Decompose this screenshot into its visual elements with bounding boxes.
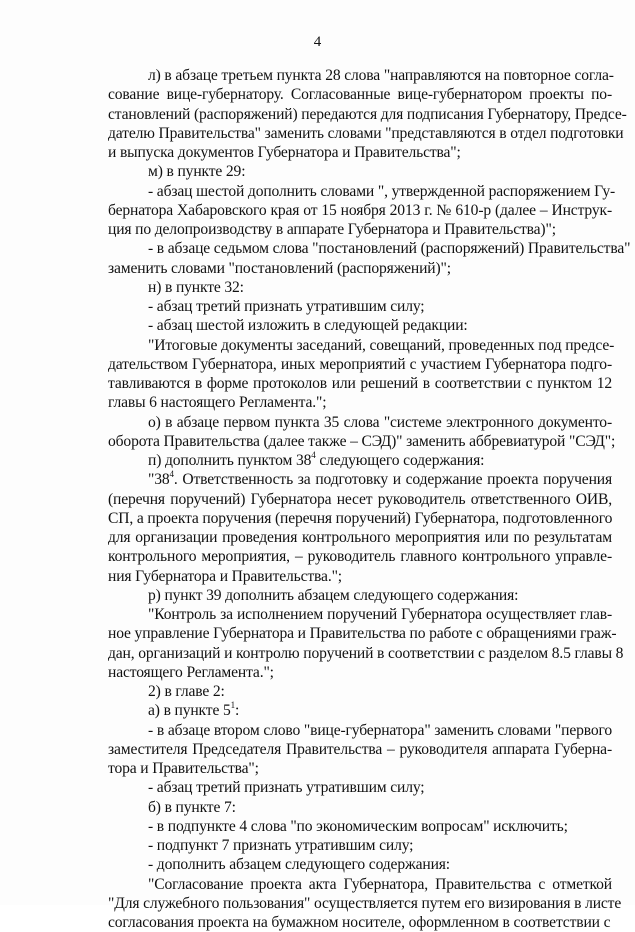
text-line: ния Губернатора и Правительства."; (108, 567, 612, 586)
text-line: - абзац третий признать утратившим силу; (108, 778, 612, 797)
superscript: 4 (170, 469, 174, 479)
text-line: дателю Правительства" заменить словами "представляются в отдел подготовки (108, 124, 612, 143)
text-line: контрольного мероприятия, – руководитель главного контрольного управле- (108, 547, 612, 566)
paragraph (108, 605, 612, 682)
text-line: дан, организаций и контролю поручений в соответствии с разделом 8.5 главы 8 (108, 644, 612, 663)
text-line: "$38^4$. Ответственность за подготовку и содержание проекта поручения (108, 470, 612, 489)
text-line: о) в абзаце первом пункта 35 слова "системе электронного документо- (108, 413, 612, 432)
text-line: сование вице-губернатору. Согласованные вице-губернатором проекты по- (108, 85, 612, 104)
paragraph (108, 855, 612, 874)
paragraph (108, 162, 612, 181)
paragraph (108, 682, 612, 701)
text-line: для организации проведения контрольного мероприятия или по результатам (108, 528, 612, 547)
text-line: - в абзаце седьмом слова "постановлений (распоряжений) Правительства" (108, 239, 612, 258)
paragraph (108, 701, 612, 720)
paragraph (108, 721, 612, 779)
text-line: "Согласование проекта акта Губернатора, Правительства с отметкой (108, 875, 612, 894)
text-line: СП, а проекта поручения (перечня поручений) Губернатора, подготовленного (108, 509, 612, 528)
paragraph (108, 586, 612, 605)
text-line: оборота Правительства (далее также – СЭД)" заменить аббревиатурой "СЭД"; (108, 432, 612, 451)
paragraph (108, 278, 612, 297)
page-number: 4 (0, 34, 635, 51)
paragraph (108, 239, 612, 278)
text-line: тавливаются в форме протоколов или решений в соответствии с пунктом 12 (108, 374, 612, 393)
text-line: р) пункт 39 дополнить абзацем следующего содержания: (108, 586, 612, 605)
paragraph (108, 336, 612, 413)
paragraph (108, 836, 612, 855)
paragraph (108, 798, 612, 817)
text-line: (перечня поручений) Губернатора несет руководитель ответственного ОИВ, (108, 490, 612, 509)
paragraph (108, 875, 612, 932)
text-line: - в подпункте 4 слова "по экономическим вопросам" исключить; (108, 817, 612, 836)
text-line: заменить словами "постановлений (распоряжений)"; (108, 259, 612, 278)
text-line: бернатора Хабаровского края от 15 ноября 2013 г. № 610-р (далее – Инструк- (108, 201, 612, 220)
text-line: и выпуска документов Губернатора и Правительства"; (108, 143, 612, 162)
text-line: становлений (распоряжений) передаются для подписания Губернатору, Предсе- (108, 105, 612, 124)
text-line: "Итоговые документы заседаний, совещаний, проведенных под предсе- (108, 336, 612, 355)
text-line: согласования проекта на бумажном носителе, оформленном в соответствии с (108, 913, 612, 932)
text-line: - в абзаце втором слово "вице-губернатора" заменить словами "первого (108, 721, 612, 740)
paragraph (108, 182, 612, 240)
text-line: главы 6 настоящего Регламента."; (108, 393, 612, 412)
text-line: н) в пункте 32: (108, 278, 612, 297)
text-line: - подпункт 7 признать утратившим силу; (108, 836, 612, 855)
superscript: 4 (311, 450, 315, 460)
text-line: м) в пункте 29: (108, 162, 612, 181)
paragraph (108, 297, 612, 316)
text-line: ное управление Губернатора и Правительства по работе с обращениями граж- (108, 624, 612, 643)
text-line: - абзац шестой дополнить словами ", утвержденной распоряжением Гу- (108, 182, 612, 201)
text-line: тора и Правительства"; (108, 759, 612, 778)
text-line: - абзац третий признать утратившим силу; (108, 297, 612, 316)
text-line: л) в абзаце третьем пункта 28 слова "направляются на повторное согла- (108, 66, 612, 85)
text-line: дательством Губернатора, иных мероприятий с участием Губернатора подго- (108, 355, 612, 374)
text-line: п) дополнить пунктом $38^4$ следующего содержания: (108, 451, 612, 470)
text-line: "Для служебного пользования" осуществляется путем его визирования в листе (108, 894, 612, 913)
paragraph (108, 66, 612, 162)
paragraph (108, 451, 612, 470)
text-line: б) в пункте 7: (108, 798, 612, 817)
text-line: заместителя Председателя Правительства – руководителя аппарата Губерна- (108, 740, 612, 759)
text-line: - дополнить абзацем следующего содержания: (108, 855, 612, 874)
paragraph (108, 316, 612, 335)
text-line: ция по делопроизводству в аппарате Губернатора и Правительства)"; (108, 220, 612, 239)
superscript: 1 (231, 700, 235, 710)
paragraph (108, 470, 612, 586)
text-line: 2) в главе 2: (108, 682, 612, 701)
text-line: а) в пункте $5^1$: (108, 701, 612, 720)
document-body (108, 66, 612, 932)
text-line: "Контроль за исполнением поручений Губернатора осуществляет глав- (108, 605, 612, 624)
paragraph (108, 778, 612, 797)
text-line: настоящего Регламента."; (108, 663, 612, 682)
paragraph (108, 413, 612, 452)
paragraph (108, 817, 612, 836)
text-line: - абзац шестой изложить в следующей редакции: (108, 316, 612, 335)
